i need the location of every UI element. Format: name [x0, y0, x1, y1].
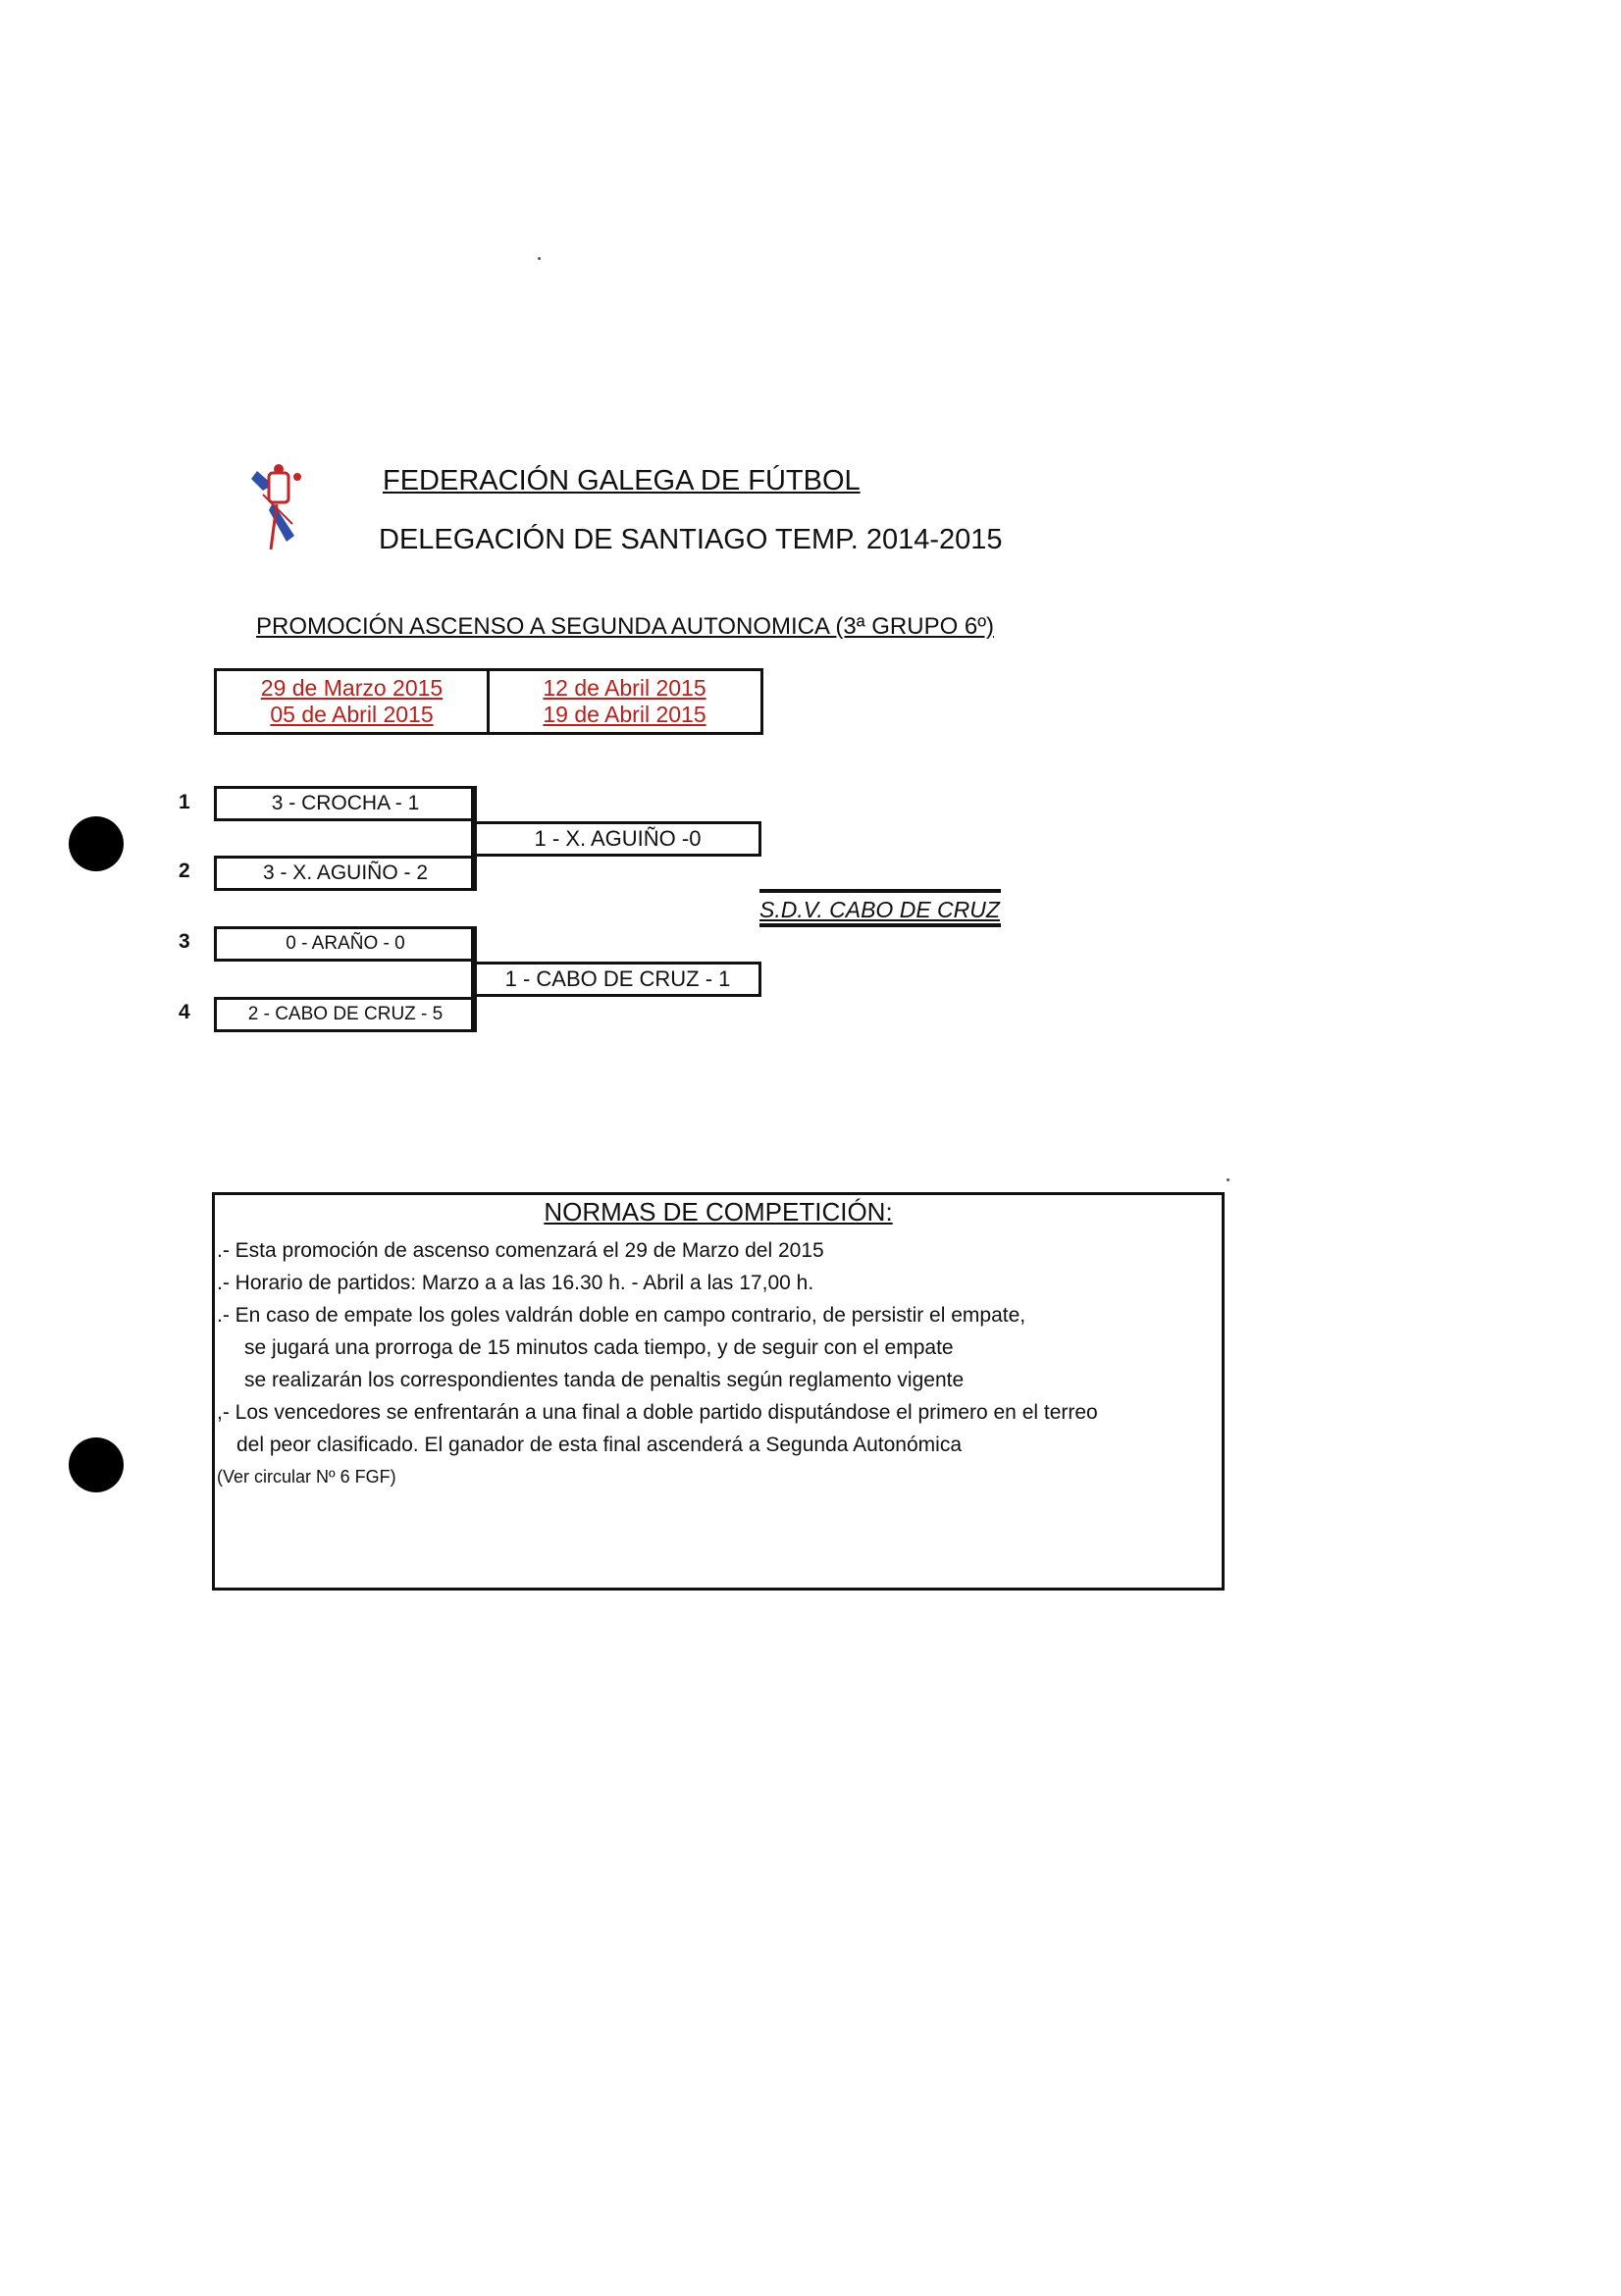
seed-number: 2	[179, 860, 190, 882]
rule-line: se jugará una prorroga de 15 minutos cada tiempo, y de seguir con el empate	[244, 1336, 954, 1359]
federation-title: FEDERACIÓN GALEGA DE FÚTBOL	[383, 465, 861, 496]
rule-line: ,- Los vencedores se enfrentarán a una final a doble partido disputándose el primero en el terreo	[217, 1401, 1098, 1424]
scan-speck	[1227, 1178, 1229, 1181]
round2-date-first-leg: 12 de Abril 2015	[543, 675, 706, 701]
punch-hole-bottom	[69, 1437, 124, 1492]
round2-date-second-leg: 19 de Abril 2015	[543, 702, 706, 727]
rule-line-reference: (Ver circular Nº 6 FGF)	[217, 1467, 396, 1487]
competition-rules-box	[212, 1192, 1225, 1591]
round1-date-first-leg: 29 de Marzo 2015	[260, 675, 444, 701]
semifinal-match-1-away: 3 - X. AGUIÑO - 2	[214, 856, 477, 891]
seed-number: 1	[179, 791, 190, 813]
champion-underline	[759, 923, 1001, 927]
rule-line: .- Horario de partidos: Marzo a a las 16.30 h. - Abril a las 17,00 h.	[217, 1272, 814, 1294]
final-leg-2: 1 - CABO DE CRUZ - 1	[474, 962, 761, 997]
rule-line: se realizarán los correspondientes tanda de penaltis según reglamento vigente	[244, 1369, 965, 1391]
federation-logo	[243, 459, 312, 555]
round2-dates	[490, 671, 759, 732]
semifinal-match-2-home: 0 - ARAÑO - 0	[214, 926, 477, 962]
champion-label: S.D.V. CABO DE CRUZ	[759, 889, 1001, 923]
semifinal-match-2-away: 2 - CABO DE CRUZ - 5	[214, 997, 477, 1032]
final-leg-1: 1 - X. AGUIÑO -0	[474, 821, 761, 857]
round-dates-table	[214, 668, 763, 735]
scan-speck	[538, 257, 541, 260]
semifinal-match-1-home: 3 - CROCHA - 1	[214, 786, 477, 821]
rule-line: .- En caso de empate los goles valdrán doble en campo contrario, de persistir el empate,	[217, 1304, 1026, 1327]
round1-date-second-leg: 05 de Abril 2015	[270, 702, 434, 727]
rule-line: .- Esta promoción de ascenso comenzará el 29 de Marzo del 2015	[217, 1239, 824, 1262]
seed-number: 3	[179, 930, 190, 953]
delegation-title: DELEGACIÓN DE SANTIAGO TEMP. 2014-2015	[379, 524, 1003, 555]
competition-subtitle: PROMOCIÓN ASCENSO A SEGUNDA AUTONOMICA (3ª GRUPO 6º)	[256, 613, 995, 640]
round1-dates	[217, 671, 490, 732]
seed-number: 4	[179, 1001, 190, 1023]
rules-heading: NORMAS DE COMPETICIÓN:	[544, 1197, 893, 1226]
punch-hole-top	[69, 816, 124, 871]
rule-line: del peor clasificado. El ganador de esta final ascenderá a Segunda Autonómica	[236, 1434, 962, 1456]
